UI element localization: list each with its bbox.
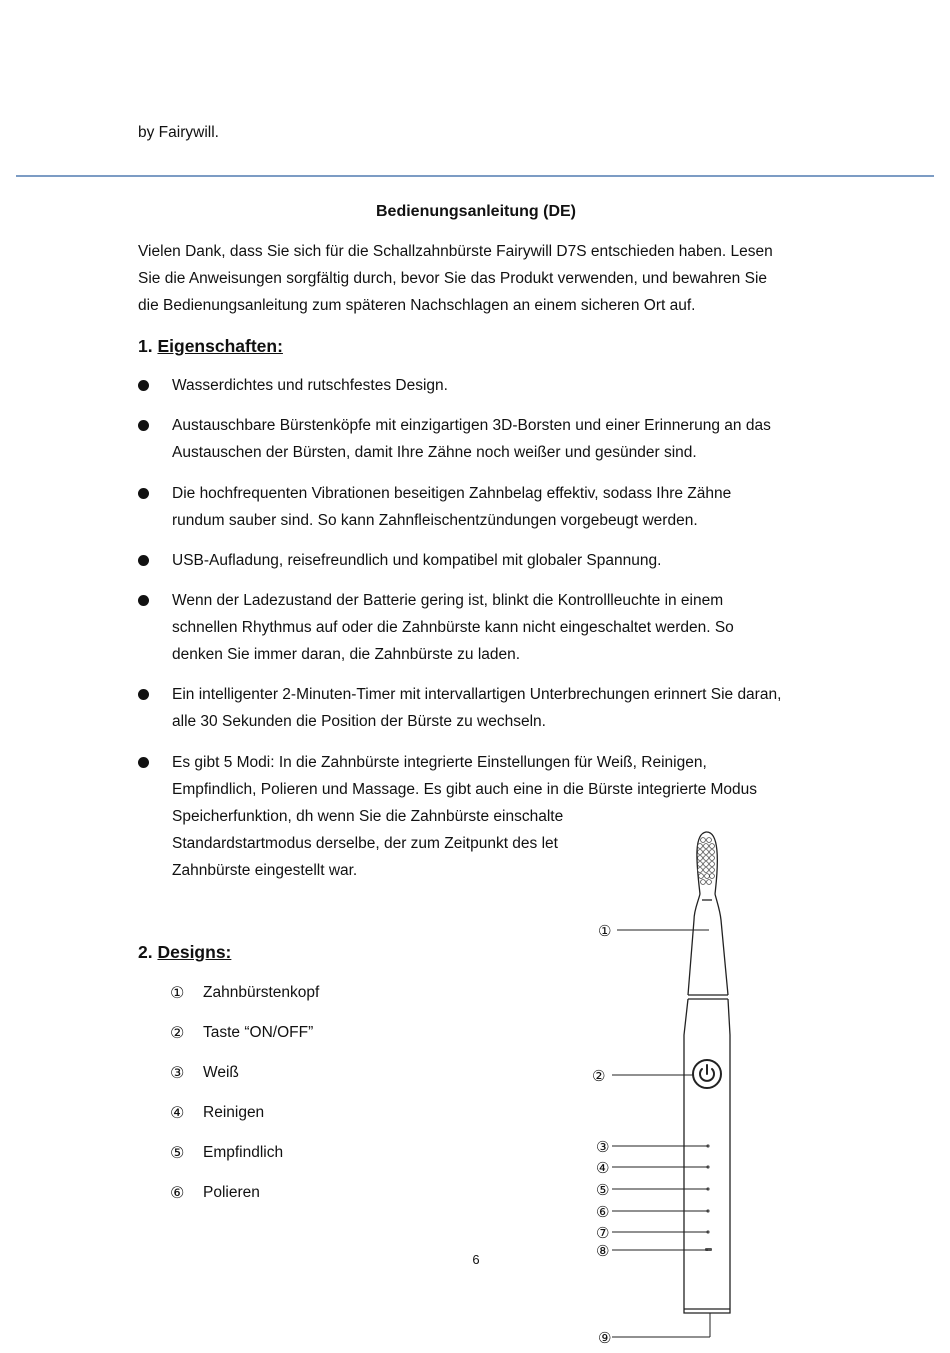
feature-line: Ein intelligenter 2-Minuten-Timer mit intervallartigen Unterbrechungen erinnert Sie daran, xyxy=(172,686,782,703)
feature-item xyxy=(172,587,734,668)
feature-line: Zahnbürste eingestellt war. xyxy=(172,862,358,879)
feature-line: Wasserdichtes und rutschfestes Design. xyxy=(172,377,448,394)
callout-number: ① xyxy=(598,922,612,940)
bullet-icon xyxy=(138,488,149,499)
bullet-icon xyxy=(138,420,149,431)
bullet-icon xyxy=(138,757,149,768)
header-divider xyxy=(16,175,934,177)
feature-item xyxy=(172,681,781,735)
section-title: Eigenschaften: xyxy=(157,336,283,356)
feature-item xyxy=(172,412,771,466)
feature-line: rundum sauber sind. So kann Zahnfleischentzündungen vorgebeugt werden. xyxy=(172,512,698,529)
intro-line: die Bedienungsanleitung zum späteren Nachschlagen an einem sicheren Ort auf. xyxy=(138,297,696,314)
callout-number: ③ xyxy=(596,1138,610,1156)
design-label: Empfindlich xyxy=(203,1144,284,1161)
design-number: ② xyxy=(170,1023,185,1042)
bristles xyxy=(698,838,715,885)
feature-line: Empfindlich, Polieren und Massage. Es gibt auch eine in die Bürste integrierte Modus xyxy=(172,781,758,798)
feature-line: Standardstartmodus derselbe, der zum Zeitpunkt des let xyxy=(172,835,558,852)
section-title: Designs: xyxy=(157,942,232,962)
feature-line: denken Sie immer daran, die Zahnbürste zu laden. xyxy=(172,646,521,663)
bullet-icon xyxy=(138,380,149,391)
design-label: Reinigen xyxy=(203,1104,265,1121)
intro-line: Sie die Anweisungen sorgfältig durch, bevor Sie das Produkt verwenden, und bewahren Sie xyxy=(138,270,768,287)
callout-number: ⑤ xyxy=(596,1181,610,1199)
callout-number: ⑧ xyxy=(596,1242,610,1260)
feature-item xyxy=(172,372,448,399)
design-number: ⑥ xyxy=(170,1183,185,1202)
feature-line: Die hochfrequenten Vibrationen beseitigen Zahnbelag effektiv, sodass Ihre Zähne xyxy=(172,485,732,502)
design-number: ④ xyxy=(170,1103,185,1122)
design-label: Polieren xyxy=(203,1184,260,1201)
leader-lines xyxy=(612,930,710,1337)
design-label: Zahnbürstenkopf xyxy=(203,984,320,1001)
design-number: ① xyxy=(170,983,185,1002)
section-heading-features xyxy=(138,333,283,359)
design-number: ⑤ xyxy=(170,1143,185,1162)
feature-line: Wenn der Ladezustand der Batterie gering ist, blinkt die Kontrollleuchte in einem xyxy=(172,592,724,609)
page-number: 6 xyxy=(472,1252,480,1267)
design-label: Weiß xyxy=(203,1064,239,1081)
intro-line: Vielen Dank, dass Sie sich für die Schallzahnbürste Fairywill D7S entschieden haben. Lesen xyxy=(138,243,773,260)
callout-number: ⑦ xyxy=(596,1224,610,1242)
design-number: ③ xyxy=(170,1063,185,1082)
feature-line: USB-Aufladung, reisefreundlich und kompatibel mit globaler Spannung. xyxy=(172,552,662,569)
feature-item xyxy=(172,547,661,574)
feature-line: Speicherfunktion, dh wenn Sie die Zahnbürste einschalte xyxy=(172,808,564,825)
feature-line: alle 30 Sekunden die Position der Bürste zu wechseln. xyxy=(172,713,546,730)
feature-line: Es gibt 5 Modi: In die Zahnbürste integrierte Einstellungen für Weiß, Reinigen, xyxy=(172,754,707,771)
callout-number: ⑥ xyxy=(596,1203,610,1221)
section-heading-designs xyxy=(138,939,231,965)
section-number: 1. xyxy=(138,336,158,356)
feature-item xyxy=(172,480,731,534)
brush-neck xyxy=(688,894,728,995)
power-icon xyxy=(700,1065,714,1081)
mode-indicators xyxy=(705,1144,712,1251)
design-label: Taste “ON/OFF” xyxy=(203,1024,314,1041)
callout-number: ④ xyxy=(596,1159,610,1177)
intro-paragraph xyxy=(138,238,838,319)
callout-number: ⑨ xyxy=(598,1329,612,1347)
bullet-icon xyxy=(138,555,149,566)
header-note: by Fairywill. xyxy=(138,124,219,141)
brush-handle xyxy=(684,999,730,1313)
feature-line: Austauschbare Bürstenköpfe mit einzigartigen 3D-Borsten und einer Erinnerung an das xyxy=(172,417,771,434)
toothbrush-diagram xyxy=(578,820,748,1350)
section-number: 2. xyxy=(138,942,158,962)
bullet-icon xyxy=(138,689,149,700)
bullet-icon xyxy=(138,595,149,606)
feature-line: Austauschen der Bürsten, damit Ihre Zähne noch weißer und gesünder sind. xyxy=(172,444,697,461)
feature-line: schnellen Rhythmus auf oder die Zahnbürste kann nicht eingeschaltet werden. So xyxy=(172,619,734,636)
document-title: Bedienungsanleitung (DE) xyxy=(376,203,576,220)
callout-number: ② xyxy=(592,1067,606,1085)
